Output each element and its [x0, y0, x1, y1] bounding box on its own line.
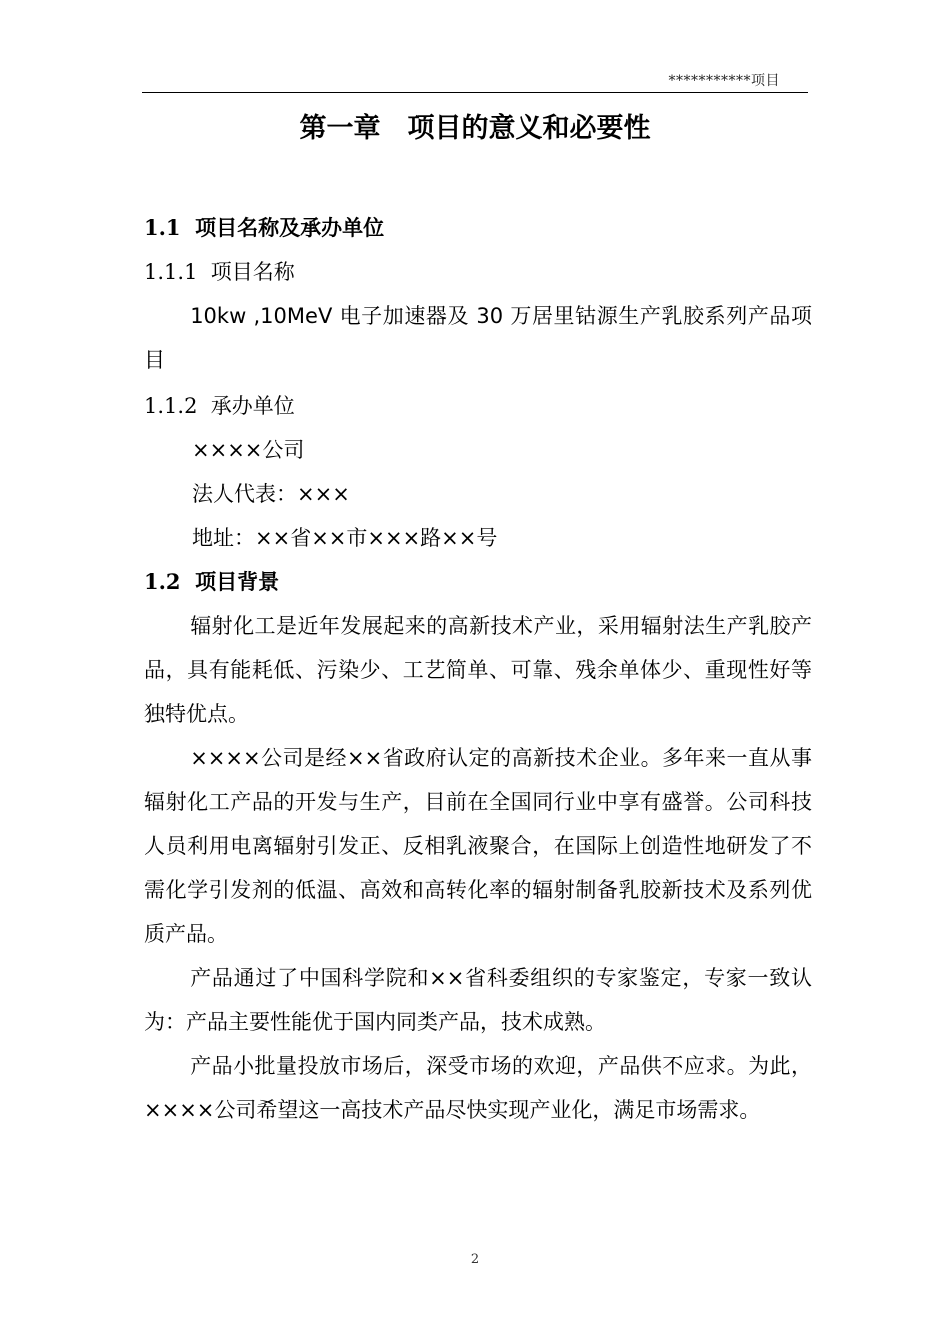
subsection-title: 项目名称	[210, 260, 295, 284]
project-name-paragraph: 10kw ,10MeV 电子加速器及 30 万居里钴源生产乳胶系列产品项目	[144, 304, 812, 372]
section-number: 1.1	[144, 215, 181, 240]
background-paragraph: ××××公司是经××省政府认定的高新技术企业。多年来一直从事辐射化工产品的开发与生产，目前在全国同行业中享有盛誉。公司科技人员利用电离辐射引发正、反相乳液聚合，在国际上创造性地研发了不需化学引发剂的低温、高效和高转化率的辐射制备乳胶新技术及系列优质产品。	[144, 746, 812, 946]
section-number: 1.2	[144, 569, 181, 594]
subsection-number: 1.1.2	[144, 394, 198, 418]
section-heading-1-2	[144, 560, 812, 604]
company-address: 地址：××省××市×××路××号	[192, 526, 498, 550]
background-paragraph: 产品小批量投放市场后，深受市场的欢迎，产品供不应求。为此，××××公司希望这一高技术产品尽快实现产业化，满足市场需求。	[144, 1054, 812, 1122]
section-title: 项目名称及承办单位	[195, 216, 385, 240]
document-body	[144, 206, 812, 1132]
chapter-title: 第一章 项目的意义和必要性	[299, 113, 651, 144]
legal-representative: 法人代表：×××	[192, 482, 350, 506]
running-header: ***********项目	[668, 73, 780, 89]
background-paragraph: 辐射化工是近年发展起来的高新技术产业，采用辐射法生产乳胶产品，具有能耗低、污染少、工艺简单、可靠、残余单体少、重现性好等独特优点。	[144, 614, 812, 726]
page-number: 2	[470, 1252, 480, 1267]
subsection-number: 1.1.1	[144, 260, 198, 284]
background-paragraph: 产品通过了中国科学院和××省科委组织的专家鉴定，专家一致认为：产品主要性能优于国内同类产品，技术成熟。	[144, 966, 812, 1034]
company-name: ××××公司	[192, 438, 305, 462]
section-heading-1-1	[144, 206, 812, 250]
subsection-title: 承办单位	[210, 394, 295, 418]
subsection-heading-1-1-1	[144, 250, 812, 294]
subsection-heading-1-1-2	[144, 384, 812, 428]
section-title: 项目背景	[195, 570, 280, 594]
header-rule	[142, 92, 808, 93]
